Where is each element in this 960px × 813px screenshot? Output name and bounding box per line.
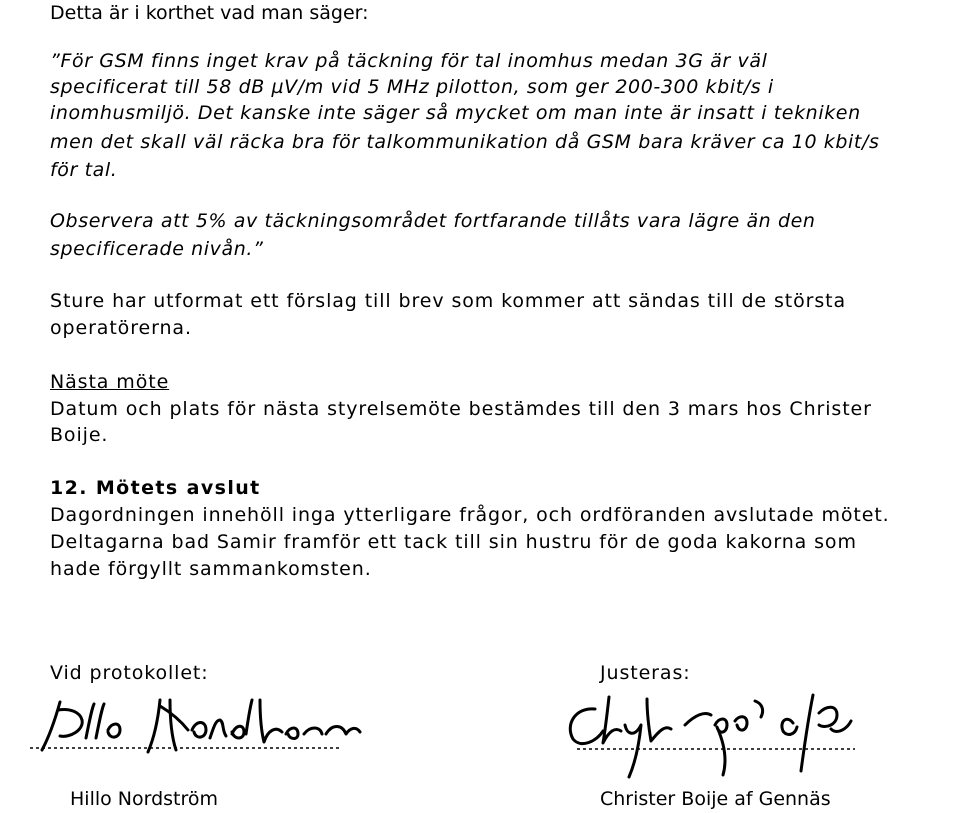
sture-line: Sture har utformat ett förslag till brev som kommer att sändas till de största — [50, 290, 847, 312]
signature-label-right: Justeras: — [600, 662, 691, 684]
closing-line: hade förgyllt sammankomsten. — [50, 558, 372, 580]
section-heading: 12. Mötets avslut — [50, 477, 261, 499]
closing-line: Deltagarna bad Samir framför ett tack till sin hustru för de goda kakorna som — [50, 531, 857, 553]
next-meeting-line: Boije. — [50, 424, 109, 446]
next-meeting-heading: Nästa möte — [50, 371, 170, 393]
sture-line: operatörerna. — [50, 317, 192, 339]
signature-handwriting-left — [20, 690, 380, 765]
signature-name-left: Hillo Nordström — [70, 788, 219, 810]
signature-label-left: Vid protokollet: — [50, 662, 209, 684]
quote-line: men det skall väl räcka bra för talkommunikation då GSM bara kräver ca 10 kbit/s — [50, 131, 880, 153]
intro-text: Detta är i korthet vad man säger: — [50, 2, 369, 24]
quote-line: specificerat till 58 dB µV/m vid 5 MHz pilotton, som ger 200-300 kbit/s i — [50, 76, 774, 98]
observe-line: Observera att 5% av täckningsområdet fortfarande tillåts vara lägre än den — [50, 210, 816, 232]
quote-line: ”För GSM finns inget krav på täckning för tal inomhus medan 3G är väl — [50, 50, 768, 72]
observe-line: specificerade nivån.” — [50, 238, 264, 260]
signature-handwriting-right — [555, 685, 875, 780]
quote-line: inomhusmiljö. Det kanske inte säger så mycket om man inte är insatt i tekniken — [50, 102, 861, 124]
quote-line: för tal. — [50, 159, 118, 181]
closing-line: Dagordningen innehöll inga ytterligare frågor, och ordföranden avslutade mötet. — [50, 504, 890, 526]
signature-name-right: Christer Boije af Gennäs — [600, 788, 831, 810]
next-meeting-line: Datum och plats för nästa styrelsemöte bestämdes till den 3 mars hos Christer — [50, 398, 872, 420]
